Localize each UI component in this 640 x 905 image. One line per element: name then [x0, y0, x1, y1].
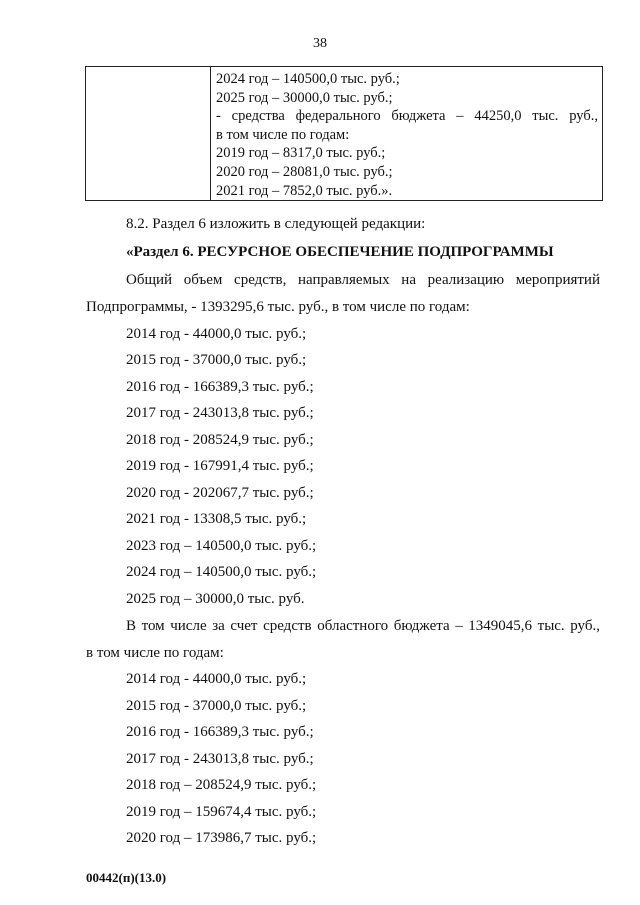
total-year-item: 2017 год - 243013,8 тыс. руб.;	[126, 405, 314, 421]
regional-year-item: 2014 год - 44000,0 тыс. руб.;	[126, 671, 307, 687]
regional-paragraph-line1: В том числе за счет средств областного бюджета – 1349045,6 тыс. руб.,	[126, 618, 600, 634]
total-paragraph-line1: Общий объем средств, направляемых на реализацию мероприятий	[126, 272, 600, 288]
total-paragraph-line2: Подпрограммы, - 1393295,6 тыс. руб., в том числе по годам:	[86, 299, 470, 315]
total-year-item: 2021 год - 13308,5 тыс. руб.;	[126, 511, 307, 527]
table-line: 2021 год – 7852,0 тыс. руб.».	[216, 182, 393, 199]
regional-year-item: 2017 год - 243013,8 тыс. руб.;	[126, 751, 314, 767]
table-content-cell	[211, 67, 603, 201]
table-line: 2020 год – 28081,0 тыс. руб.;	[216, 163, 393, 180]
table-label-cell	[86, 67, 211, 201]
regional-year-item: 2015 год - 37000,0 тыс. руб.;	[126, 698, 307, 714]
total-year-item: 2014 год - 44000,0 тыс. руб.;	[126, 326, 307, 342]
section-heading: «Раздел 6. РЕСУРСНОЕ ОБЕСПЕЧЕНИЕ ПОДПРОГРАММЫ	[126, 244, 554, 260]
regional-paragraph-line2: в том числе по годам:	[86, 645, 224, 661]
total-year-item: 2023 год – 140500,0 тыс. руб.;	[126, 538, 317, 554]
total-year-item: 2018 год - 208524,9 тыс. руб.;	[126, 432, 314, 448]
table-line: в том числе по годам:	[216, 126, 350, 143]
table-line: 2024 год – 140500,0 тыс. руб.;	[216, 71, 400, 87]
funding-table	[85, 66, 603, 201]
table-line: 2025 год – 30000,0 тыс. руб.;	[216, 89, 393, 106]
page-number: 38	[313, 36, 327, 51]
regional-year-item: 2019 год – 159674,4 тыс. руб.;	[126, 804, 317, 820]
total-year-item: 2016 год - 166389,3 тыс. руб.;	[126, 379, 314, 395]
table-line: 2019 год – 8317,0 тыс. руб.;	[216, 145, 386, 162]
total-year-item: 2024 год – 140500,0 тыс. руб.;	[126, 564, 317, 580]
total-year-item: 2025 год – 30000,0 тыс. руб.	[126, 591, 305, 607]
total-year-item: 2019 год - 167991,4 тыс. руб.;	[126, 458, 314, 474]
regional-year-item: 2020 год – 173986,7 тыс. руб.;	[126, 830, 317, 846]
table-line: - средства федерального бюджета – 44250,0 тыс. руб.,	[216, 108, 598, 125]
section-intro: 8.2. Раздел 6 изложить в следующей редакции:	[126, 216, 426, 232]
regional-year-item: 2016 год - 166389,3 тыс. руб.;	[126, 724, 314, 740]
total-year-item: 2020 год - 202067,7 тыс. руб.;	[126, 485, 314, 501]
regional-year-item: 2018 год – 208524,9 тыс. руб.;	[126, 777, 317, 793]
footer-code: 00442(п)(13.0)	[86, 870, 167, 885]
total-year-item: 2015 год - 37000,0 тыс. руб.;	[126, 352, 307, 368]
